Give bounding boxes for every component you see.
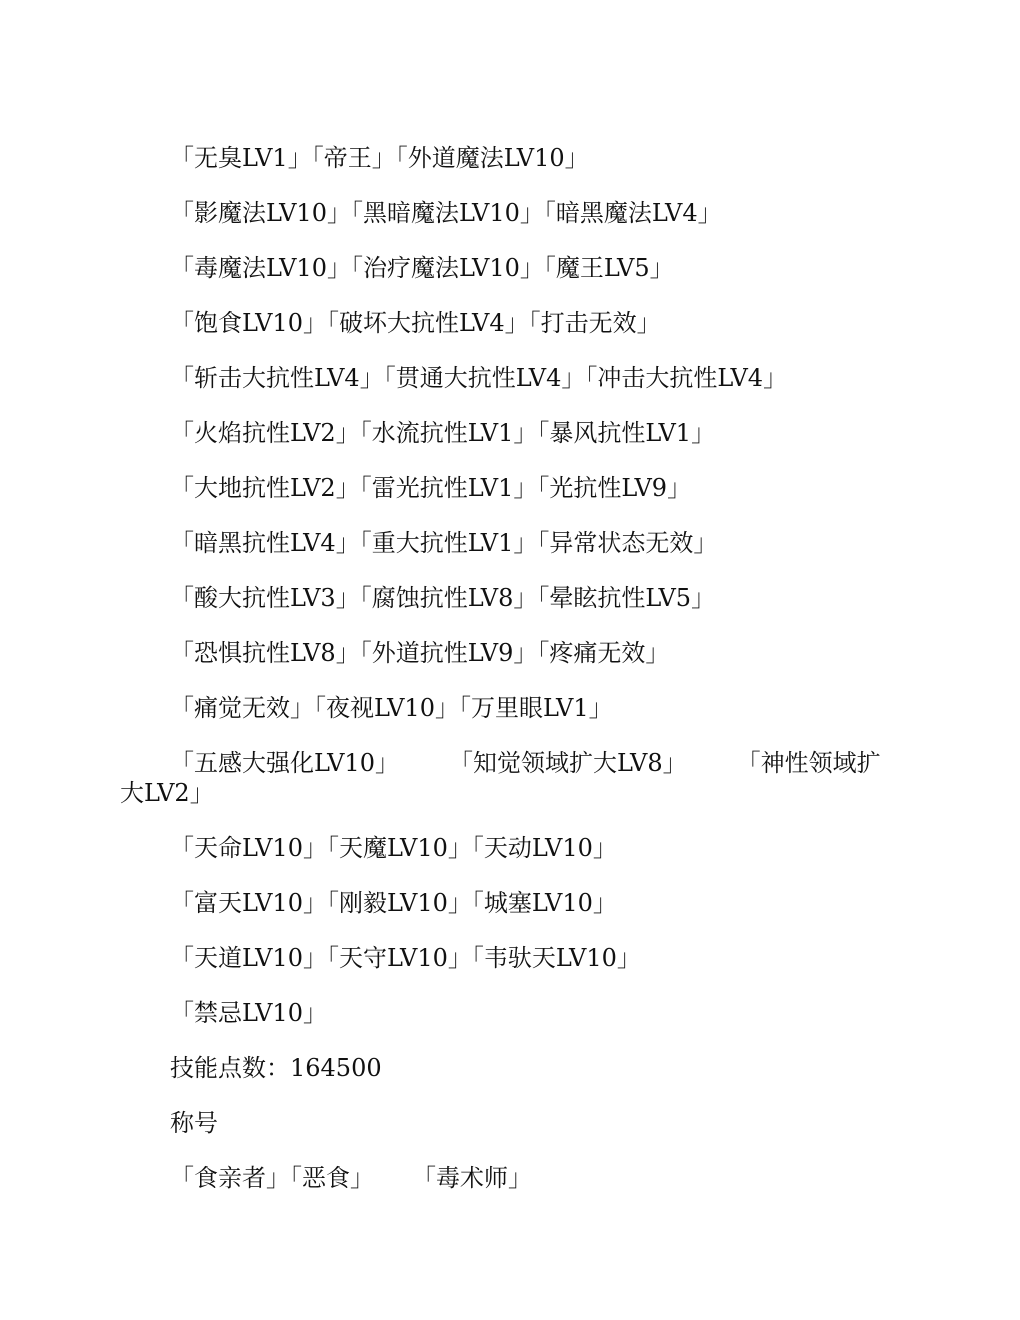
skill-line-wrapped: [120, 748, 902, 808]
skill-line: 「暗黑抗性LV4」「重大抗性LV1」「异常状态无效」: [170, 529, 718, 557]
skill-segment: 「神性领域扩大LV2」: [120, 749, 881, 807]
title-segment: 「食亲者」「恶食」: [170, 1164, 374, 1192]
skill-line: 「影魔法LV10」「黑暗魔法LV10」「暗黑魔法LV4」: [170, 199, 722, 227]
skill-line: 「毒魔法LV10」「治疗魔法LV10」「魔王LV5」: [170, 254, 674, 282]
skill-line: 「禁忌LV10」: [170, 999, 327, 1027]
skill-line: 「痛觉无效」「夜视LV10」「万里眼LV1」: [170, 694, 613, 722]
skill-points: 技能点数：164500: [170, 1054, 382, 1082]
skill-line: 「大地抗性LV2」「雷光抗性LV1」「光抗性LV9」: [170, 474, 692, 502]
titles-line: [120, 1163, 902, 1193]
skill-line: 「恐惧抗性LV8」「外道抗性LV9」「疼痛无效」: [170, 639, 670, 667]
skill-line: 「天命LV10」「天魔LV10」「天动LV10」: [170, 834, 617, 862]
skill-line: 「天道LV10」「天守LV10」「韦驮天LV10」: [170, 944, 641, 972]
skill-line: 「酸大抗性LV3」「腐蚀抗性LV8」「晕眩抗性LV5」: [170, 584, 716, 612]
skill-line: 「斩击大抗性LV4」「贯通大抗性LV4」「冲击大抗性LV4」: [170, 364, 788, 392]
skill-line: 「富天LV10」「刚毅LV10」「城塞LV10」: [170, 889, 617, 917]
skill-segment: 「知觉领域扩大LV8」: [448, 749, 687, 777]
skill-list: [120, 143, 902, 1218]
skill-line: 「无臭LV1」「帝王」「外道魔法LV10」: [170, 144, 589, 172]
title-segment: 「毒术师」: [412, 1164, 532, 1192]
skill-line: 「饱食LV10」「破坏大抗性LV4」「打击无效」: [170, 309, 661, 337]
skill-segment: 「五感大强化LV10」: [170, 749, 399, 777]
skill-line: 「火焰抗性LV2」「水流抗性LV1」「暴风抗性LV1」: [170, 419, 716, 447]
titles-heading: 称号: [170, 1109, 218, 1137]
